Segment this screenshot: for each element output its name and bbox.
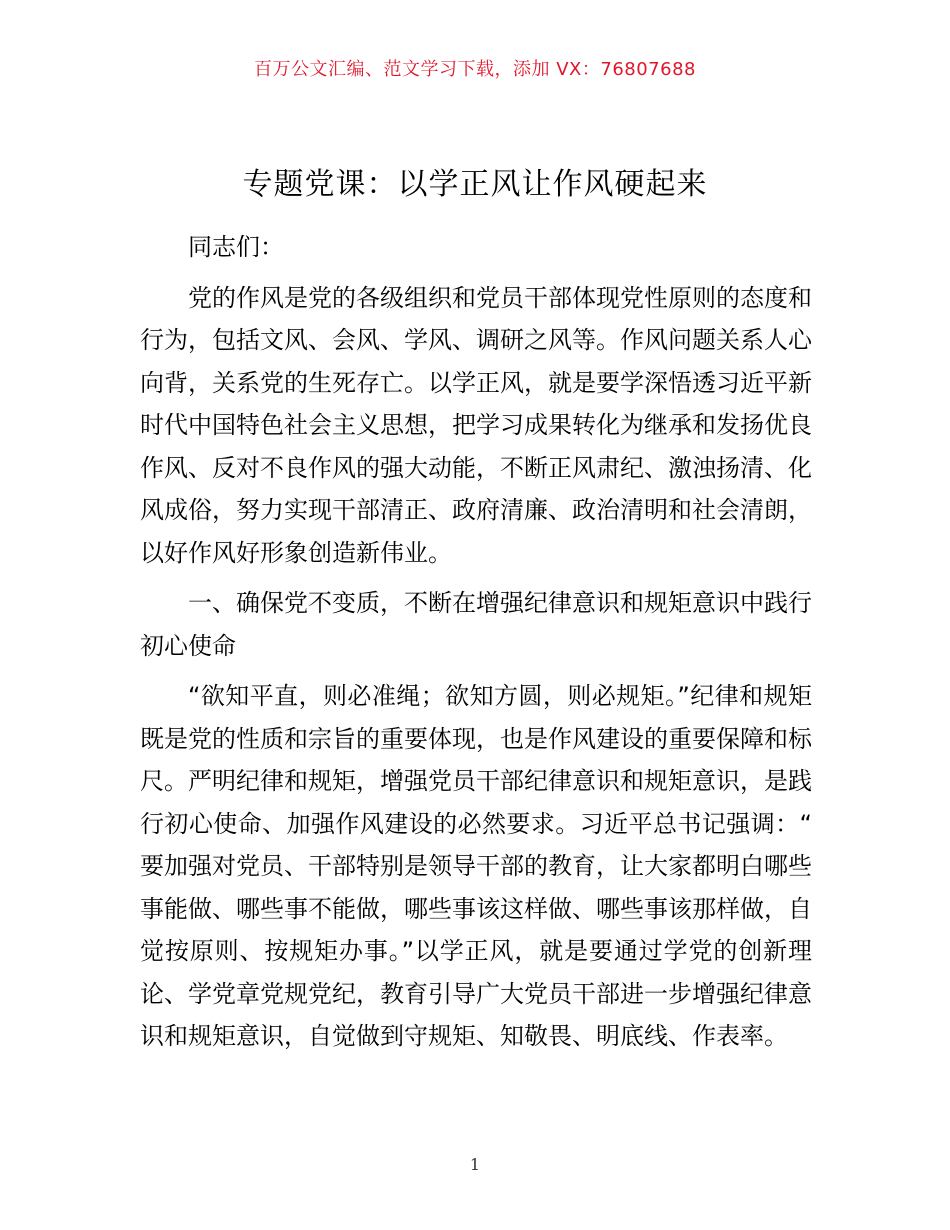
document-title: 专题党课：以学正风让作风硬起来 xyxy=(242,167,708,202)
document-body xyxy=(140,226,812,1066)
page-number: 1 xyxy=(469,1155,481,1174)
intro-paragraph: 党的作风是党的各级组织和党员干部体现党性原则的态度和行为，包括文风、会风、学风、调研之风等。作风问题关系人心向背，关系党的生死存亡。以学正风，就是要学深悟透习近平新时代中国特色社会主义思想，把学习成果转化为继承和发扬优良作风、反对不良作风的强大动能，不断正风肃纪、激浊扬清、化风成俗，努力实现干部清正、政府清廉、政治清明和社会清朗，以好作风好形象创造新伟业。 xyxy=(140,283,812,567)
section-1-paragraph: “欲知平直，则必准绳；欲知方圆，则必规矩。”纪律和规矩既是党的性质和宗旨的重要体现，也是作风建设的重要保障和标尺。严明纪律和规矩，增强党员干部纪律意识和规矩意识，是践行初心使命、加强作风建设的必然要求。习近平总书记强调：“要加强对党员、干部特别是领导干部的教育，让大家都明白哪些事能做、哪些事不能做，哪些事该这样做、哪些事该那样做，自觉按原则、按规矩办事。”以学正风，就是要通过学党的创新理论、学党章党规党纪，教育引导广大党员干部进一步增强纪律意识和规矩意识，自觉做到守规矩、知敬畏、明底线、作表率。 xyxy=(140,682,812,1050)
header-promo-text: 百万公文汇编、范文学习下载，添加 VX：76807688 xyxy=(254,59,696,80)
section-heading-1: 一、确保党不变质，不断在增强纪律意识和规矩意识中践行初心使命 xyxy=(140,589,812,660)
salutation-paragraph: 同志们： xyxy=(188,233,284,261)
